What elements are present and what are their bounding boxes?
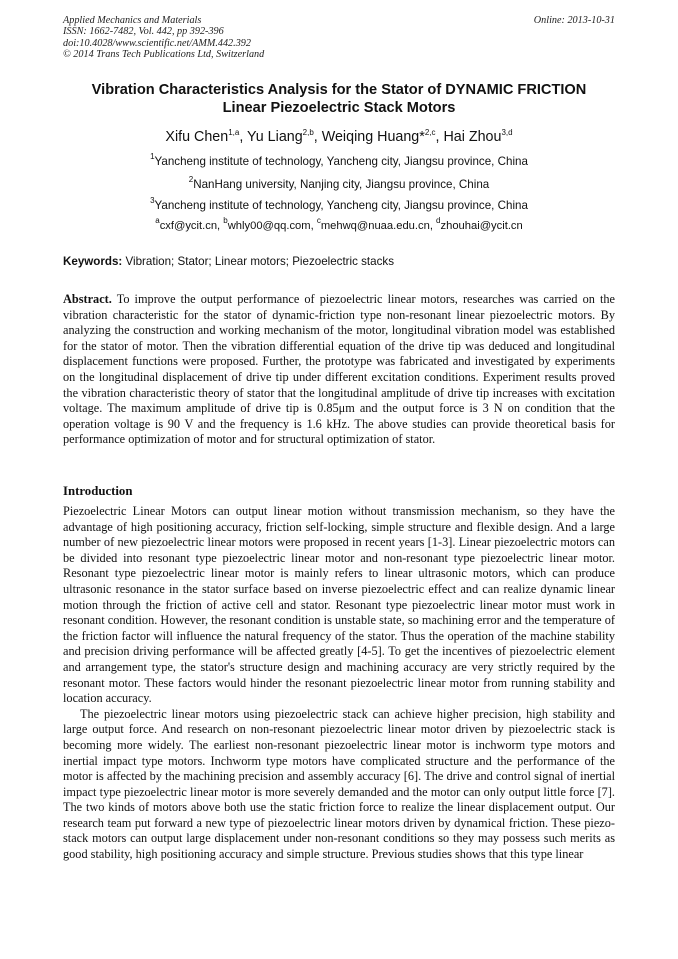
email-mark: d [436, 216, 441, 225]
author-affiliation-mark: 2,c [424, 128, 436, 137]
journal-header [63, 15, 615, 60]
email-mark: b [223, 216, 228, 225]
keywords-text: Vibration; Stator; Linear motors; Piezoelectric stacks [122, 255, 394, 268]
issn-line: ISSN: 1662-7482, Vol. 442, pp 392-396 [63, 26, 224, 38]
affiliation-3 [40, 196, 638, 212]
affiliation-2 [40, 175, 638, 191]
author-affiliation-mark: 3,d [501, 128, 513, 137]
abstract [63, 292, 615, 448]
online-date: Online: 2013-10-31 [533, 15, 615, 26]
author-name: Hai Zhou [443, 129, 502, 145]
email-mark: a [155, 216, 160, 225]
author-emails [40, 216, 638, 232]
affiliation-text: Yancheng institute of technology, Yancheng city, Jiangsu province, China [154, 155, 528, 168]
title-line-1: Vibration Characteristics Analysis for the Stator of DYNAMIC FRICTION [91, 82, 587, 98]
abstract-label: Abstract. [63, 292, 112, 306]
affiliation-mark: 2 [188, 175, 194, 184]
affiliation-text: Yancheng institute of technology, Yancheng city, Jiangsu province, China [154, 199, 528, 212]
email-address[interactable]: whly00@qq.com, [227, 220, 317, 232]
introduction-body [63, 504, 615, 863]
abstract-text: To improve the output performance of piezoelectric linear motors, researches was carried on the vibration characteristic for the stator of dynamic-friction type non-resonant linear piezoelectric motors. By analyzing the construction and working mechanism of the motor, longitudinal vibration model was established for the stator of motor. Then the vibration differential equation of the drive tip was deduced and longitudinal displacement functions were proposed. Further, the prototype was fabricated and investigated by experiments on the longitudinal displacement of drive tip under different excitation conditions. Experiment results proved the vibration characteristic theory of stator that the longitudinal amplitude of drive tip increases with excitation voltage. The maximum amplitude of drive tip is 0.85μm and the output force is 3 N on condition that the operation voltage is 90 V and the frequency is 1.6 kHz. The above studies can provide theoretical basis for performance optimization of motor and for structural optimization of stator. [63, 292, 615, 447]
author-name: Xifu Chen [165, 129, 229, 145]
introduction-paragraph-2: The piezoelectric linear motors using piezoelectric stack can achieve higher precision, high stability and large output force. And research on non-resonant piezoelectric linear motor driven by piezoelectric stack is becoming more widely. The earliest non-resonant piezoelectric linear motor is inchworm type motors and inertial impact type motors. Inchworm type motors have complicated structure and the performance of the motor is affected by the machining precision and assembly accuracy [6]. The drive and control signal of inertial impact type piezoelectric linear motor is more severely demanded and the motor can only output little force [7]. The two kinds of motors above both use the static friction force to realize the linear displacement output. Our research team put forward a new type of piezoelectric linear motors driven by dynamical friction. These piezo-stack motors can output large displacement under non-resonant conditions so they may possess such merits as good stability, high positioning accuracy and simple structure. Previous studies shows that this type linear [63, 706, 615, 862]
author-separator: , [313, 129, 322, 145]
author-list [40, 129, 638, 145]
journal-name: Applied Mechanics and Materials [63, 15, 202, 26]
author-name: Weiqing Huang* [321, 129, 425, 145]
email-mark: c [316, 216, 321, 225]
copyright-line: © 2014 Trans Tech Publications Ltd, Switzerland [63, 48, 265, 60]
email-address[interactable]: cxf@ycit.cn, [159, 220, 224, 232]
affiliation-mark: 3 [150, 196, 155, 205]
doi-line[interactable]: doi:10.4028/www.scientific.net/AMM.442.392 [63, 37, 251, 49]
keywords-label: Keywords: [63, 255, 123, 268]
author-separator: , [435, 129, 444, 145]
keywords-line [63, 255, 615, 268]
affiliation-1 [40, 152, 638, 168]
author-name: Yu Liang [247, 129, 303, 145]
paper-title [40, 82, 638, 117]
author-affiliation-mark: 1,a [228, 128, 240, 137]
affiliation-text: NanHang university, Nanjing city, Jiangsu province, China [193, 178, 490, 191]
section-heading-introduction: Introduction [63, 484, 133, 498]
email-address[interactable]: zhouhai@ycit.cn [440, 220, 523, 232]
introduction-paragraph-1: Piezoelectric Linear Motors can output linear motion without transmission mechanism, so they have the advantage of high positioning accuracy, friction self-locking, simple structure and flexible design. And a large number of new piezoelectric linear motors were proposed in recent years [1-3]. Linear piezoelectric motors can be divided into resonant type piezoelectric linear motor and non-resonant type piezoelectric linear motor. Resonant type piezoelectric linear motor is mainly refers to linear ultrasonic motors, which can produce ultrasonic resonance in the stator surface based on inverse piezoelectric effect and can realize dynamic linear motion through the friction of active cell and stator. Resonant type piezoelectric linear motor must work in resonant condition. However, the resonant condition is unstable state, so machining error and the temperature of the friction factor will influence the natural frequency of the stator. Thus the operation of the machine stability and precision driving performance will be affected greatly [4-5]. To get the incentives of piezoelectric element and arrangement type, the stator's structure design and machining accuracy are very strictly required by the resonant motor. These factors would hinder the resonant piezoelectric linear motor from running stability and location accuracy. [63, 504, 615, 706]
author-separator: , [239, 129, 248, 145]
title-line-2: Linear Piezoelectric Stack Motors [222, 99, 456, 116]
email-address[interactable]: mehwq@nuaa.edu.cn, [320, 220, 437, 232]
author-affiliation-mark: 2,b [302, 128, 314, 137]
affiliation-mark: 1 [150, 152, 155, 161]
